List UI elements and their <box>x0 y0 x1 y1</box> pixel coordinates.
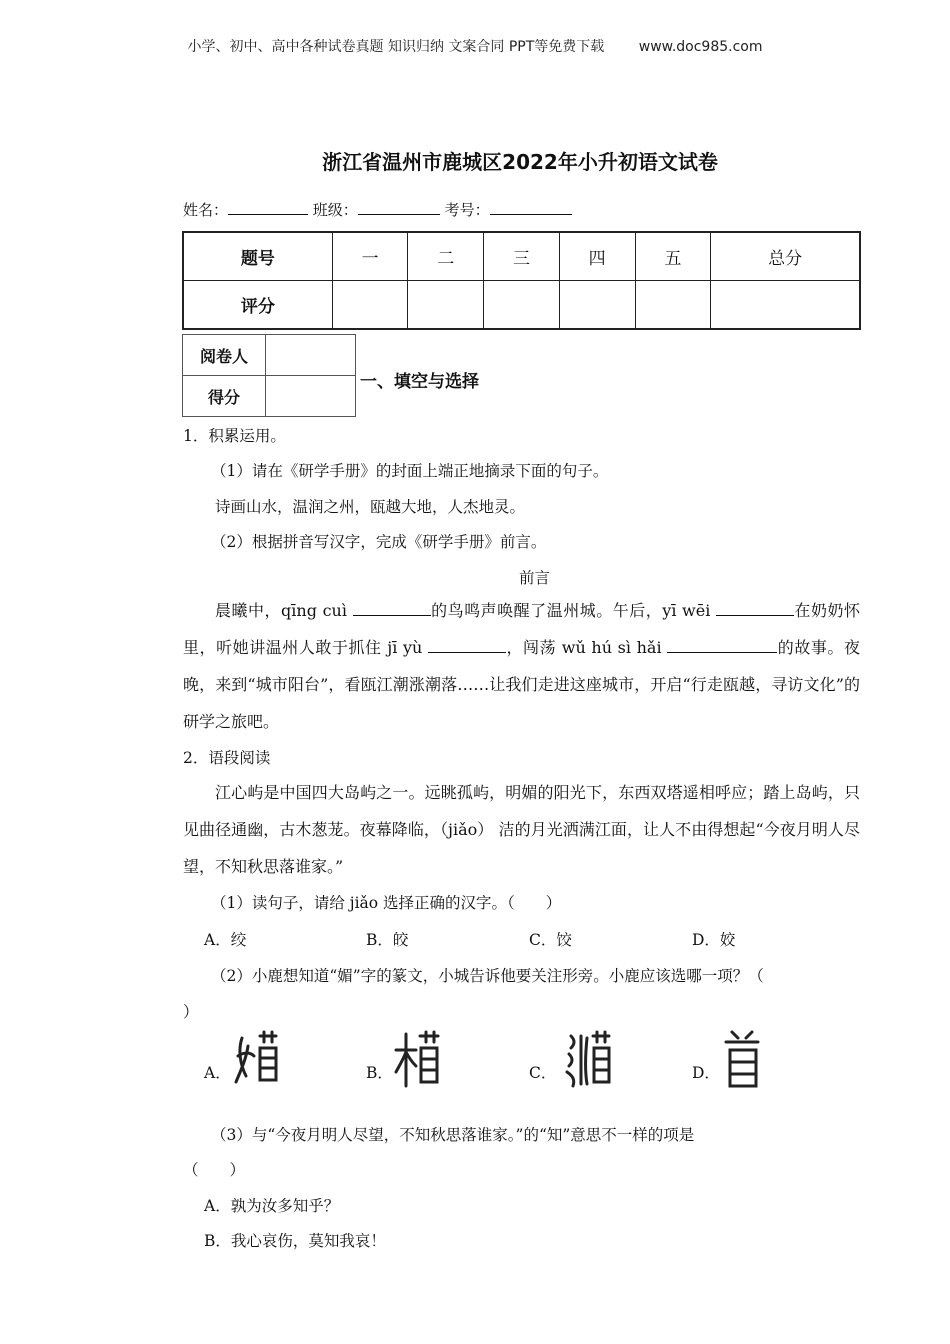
answer-blank[interactable] <box>428 638 506 653</box>
score-cell[interactable] <box>711 281 860 330</box>
score-header-cell: 二 <box>408 232 484 281</box>
q2-sub2: （2）小鹿想知道“媚”字的篆文，小城告诉他要关注形旁。小鹿应该选哪一项？（ <box>211 967 764 985</box>
q2-title: 2．语段阅读 <box>183 749 271 767</box>
preface-paragraph: 晨曦中，qīng cuì 的鸟鸣声唤醒了温州城。午后，yī wēi 在奶奶怀里，听她讲温州人敢于抓住 jī yù ，闯荡 wǔ hú sì hǎi 的故事。夜晚，来到“城市阳台”，看瓯江潮涨潮落……让我们走进这座城市，开启“行走瓯越，寻访文化”的研学之旅吧。 <box>183 601 860 731</box>
score-cell[interactable] <box>635 281 711 330</box>
option-a[interactable]: A．绞 <box>204 931 247 949</box>
seal-script-d-image <box>718 1028 766 1090</box>
score-header-cell: 四 <box>559 232 635 281</box>
header-text: 小学、初中、高中各种试卷真题 知识归纳 文案合同 PPT等免费下载 <box>187 39 605 55</box>
score-value-row <box>183 281 860 330</box>
sub3-option-a[interactable]: A．孰为汝多知乎？ <box>204 1197 340 1215</box>
name-blank[interactable] <box>228 200 308 215</box>
preface-title: 前言 <box>519 569 551 587</box>
reviewer-label: 阅卷人 <box>183 335 266 376</box>
seal-option-b[interactable]: B． <box>366 1064 393 1082</box>
q1-sentence: 诗画山水，温润之州，瓯越大地，人杰地灵。 <box>215 498 526 516</box>
q1-sub1: （1）请在《研学手册》的封面上端正地摘录下面的句子。 <box>211 462 609 480</box>
exam-title: 浙江省温州市鹿城区2022年小升初语文试卷 <box>322 150 718 174</box>
section-score-label: 得分 <box>183 376 266 417</box>
score-header-cell: 三 <box>484 232 560 281</box>
score-cell[interactable] <box>559 281 635 330</box>
seal-option-d[interactable]: D． <box>692 1064 720 1082</box>
score-cell[interactable] <box>332 281 408 330</box>
score-cell[interactable] <box>408 281 484 330</box>
q2-sub3: （3）与“今夜月明人尽望，不知秋思落谁家。”的“知”意思不一样的项是 <box>211 1126 695 1144</box>
page-header <box>0 36 950 56</box>
score-header-cell: 五 <box>635 232 711 281</box>
seal-script-b-image <box>394 1028 442 1090</box>
exam-no-blank[interactable] <box>490 200 572 215</box>
grader-table <box>182 334 356 417</box>
score-header-row <box>183 232 860 281</box>
score-header-cell: 题号 <box>183 232 332 281</box>
q2-sub1: （1）读句子，请给 jiǎo 选择正确的汉字。（ ） <box>211 894 562 912</box>
answer-blank[interactable] <box>716 601 794 616</box>
class-blank[interactable] <box>358 200 440 215</box>
option-c[interactable]: C．饺 <box>529 931 572 949</box>
seal-script-a-image <box>234 1028 282 1090</box>
option-b[interactable]: B．皎 <box>366 931 409 949</box>
exam-no-label: 考号： <box>444 201 490 219</box>
option-d[interactable]: D．姣 <box>692 931 736 949</box>
name-label: 姓名： <box>183 201 229 219</box>
q2-passage: 江心屿是中国四大岛屿之一。远眺孤屿，明媚的阳光下，东西双塔遥相呼应；踏上岛屿，只见曲径通幽，古木葱茏。夜幕降临，（jiǎo） 洁的月光洒满江面，让人不由得想起“今夜月明人尽望，不知秋思落谁家。” <box>183 783 860 876</box>
reviewer-cell[interactable] <box>266 335 356 376</box>
seal-script-c-image <box>565 1028 613 1090</box>
score-table <box>182 231 861 330</box>
answer-blank[interactable] <box>667 638 777 653</box>
seal-option-c[interactable]: C． <box>529 1064 557 1082</box>
class-label: 班级： <box>312 201 358 219</box>
score-row-label: 评分 <box>183 281 332 330</box>
seal-option-a[interactable]: A． <box>204 1064 231 1082</box>
section-heading: 一、填空与选择 <box>360 372 479 392</box>
sub3-option-b[interactable]: B．我心哀伤，莫知我哀！ <box>204 1232 386 1250</box>
score-header-cell: 总分 <box>711 232 860 281</box>
q2-sub3-paren: （ ） <box>183 1161 246 1179</box>
header-site: www.doc985.com <box>638 39 763 55</box>
answer-blank[interactable] <box>353 601 431 616</box>
student-info <box>183 199 572 220</box>
score-header-cell: 一 <box>332 232 408 281</box>
q1-title: 1．积累运用。 <box>183 427 286 445</box>
q2-sub2-close: ） <box>183 1003 199 1021</box>
score-cell[interactable] <box>484 281 560 330</box>
q1-sub2: （2）根据拼音写汉字，完成《研学手册》前言。 <box>211 533 547 551</box>
section-score-cell[interactable] <box>266 376 356 417</box>
